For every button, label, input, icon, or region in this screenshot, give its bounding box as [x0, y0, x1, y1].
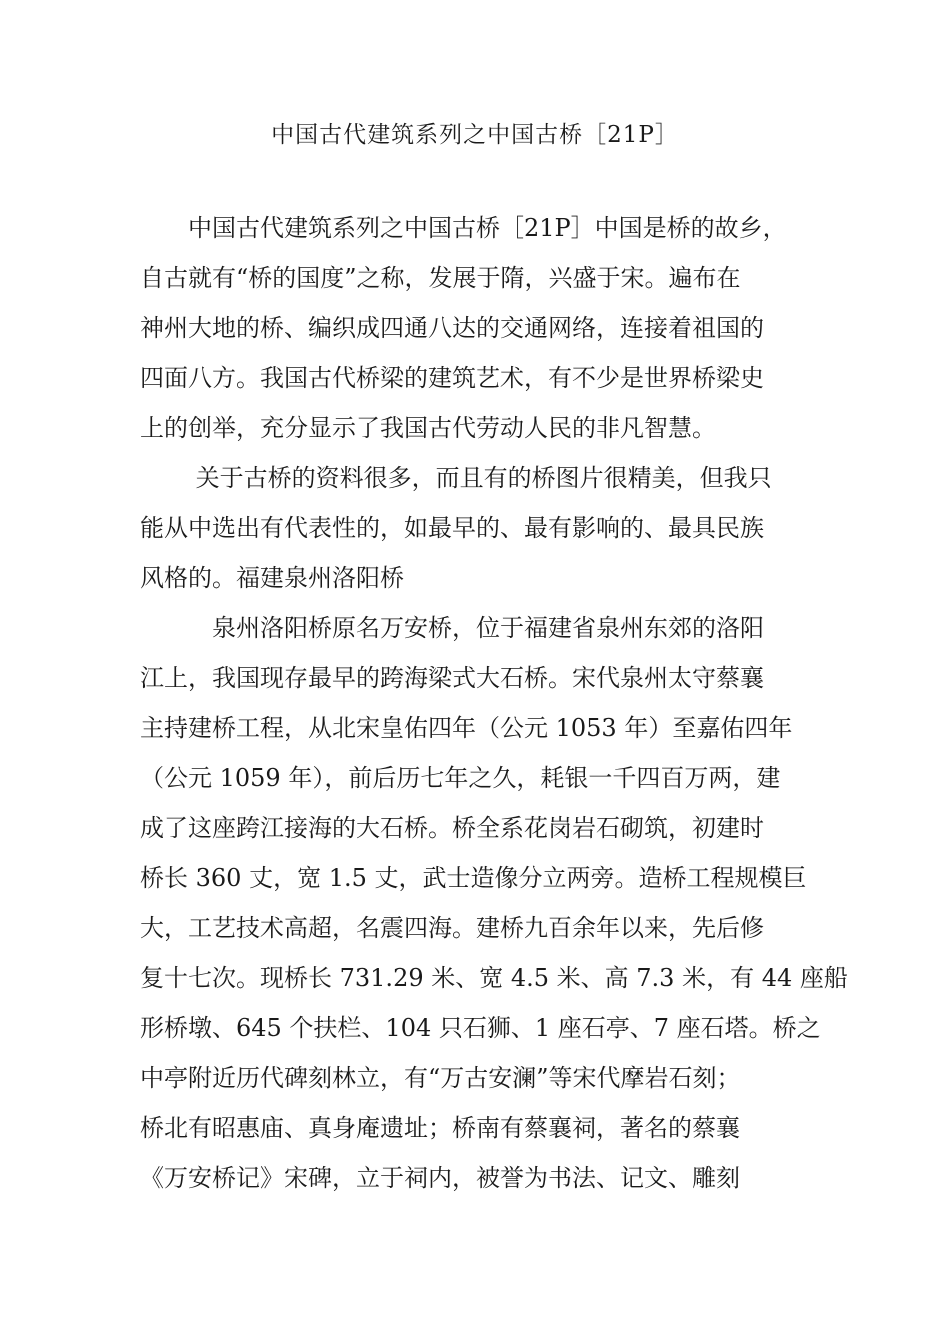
text-line: 复十七次。现桥长 731.29 米、宽 4.5 米、高 7.3 米，有 44 座船 [140, 964, 848, 992]
text-line: 《万安桥记》宋碑，立于祠内，被誉为书法、记文、雕刻 [140, 1164, 740, 1192]
text-line: 自古就有“桥的国度”之称，发展于隋，兴盛于宋。遍布在 [140, 264, 741, 292]
text-line: 风格的。福建泉州洛阳桥 [140, 564, 404, 592]
text-line: 中国古代建筑系列之中国古桥［21P］中国是桥的故乡， [140, 214, 787, 242]
document-body [140, 203, 848, 1203]
paragraph-luoyang-bridge [140, 603, 848, 1203]
text-line: （公元 1059 年），前后历七年之久，耗银一千四百万两，建 [140, 764, 781, 792]
text-line: 中亭附近历代碑刻林立，有“万古安澜”等宋代摩岩石刻； [140, 1064, 741, 1092]
text-line: 上的创举，充分显示了我国古代劳动人民的非凡智慧。 [140, 414, 716, 442]
text-line: 桥长 360 丈，宽 1.5 丈，武士造像分立两旁。造桥工程规模巨 [140, 864, 807, 892]
text-line: 主持建桥工程，从北宋皇佑四年（公元 1053 年）至嘉佑四年 [140, 714, 793, 742]
text-line: 能从中选出有代表性的，如最早的、最有影响的、最具民族 [140, 514, 764, 542]
text-line: 四面八方。我国古代桥梁的建筑艺术，有不少是世界桥梁史 [140, 364, 764, 392]
paragraph-selection [140, 453, 820, 603]
text-line: 大，工艺技术高超，名震四海。建桥九百余年以来，先后修 [140, 914, 764, 942]
text-line: 桥北有昭惠庙、真身庵遗址；桥南有蔡襄祠，著名的蔡襄 [140, 1114, 740, 1142]
text-line: 江上，我国现存最早的跨海梁式大石桥。宋代泉州太守蔡襄 [140, 664, 764, 692]
text-line: 神州大地的桥、编织成四通八达的交通网络，连接着祖国的 [140, 314, 764, 342]
document-title: 中国古代建筑系列之中国古桥［21P］ [271, 122, 679, 148]
paragraph-intro [140, 203, 820, 453]
text-line: 关于古桥的资料很多，而且有的桥图片很精美，但我只 [140, 464, 772, 492]
text-line: 成了这座跨江接海的大石桥。桥全系花岗岩石砌筑，初建时 [140, 814, 764, 842]
text-line: 形桥墩、645 个扶栏、104 只石狮、1 座石亭、7 座石塔。桥之 [140, 1014, 821, 1042]
text-line: 泉州洛阳桥原名万安桥，位于福建省泉州东郊的洛阳 [140, 614, 764, 642]
